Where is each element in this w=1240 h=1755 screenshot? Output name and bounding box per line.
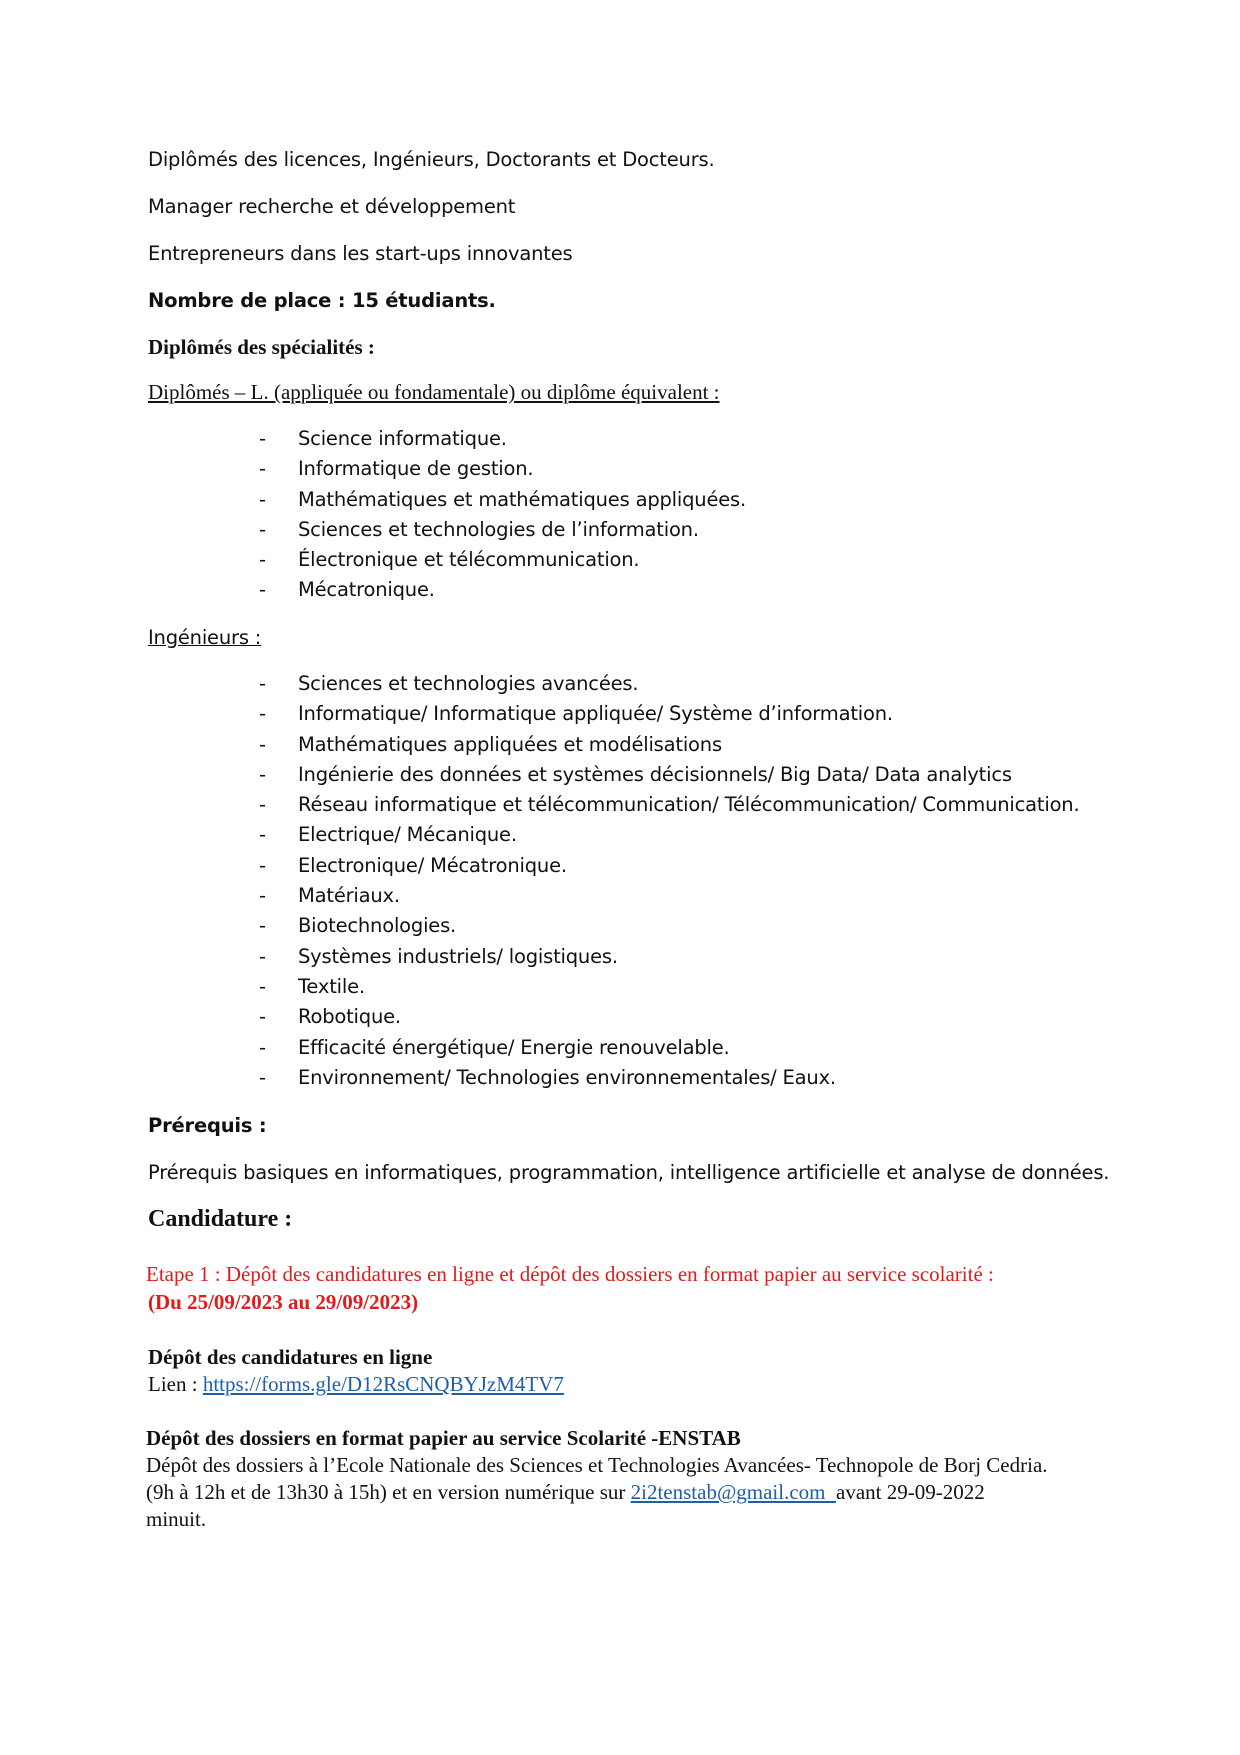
list-item-text: Efficacité énergétique/ Energie renouvelable.: [298, 1035, 730, 1059]
prerequis-heading: Prérequis :: [148, 1114, 267, 1137]
etape-1-text: Etape 1 : Dépôt des candidatures en ligne et dépôt des dossiers en format papier au service scolarité :: [146, 1262, 994, 1286]
papier-line-2: [146, 1480, 985, 1505]
form-link[interactable]: https://forms.gle/D12RsCNQBYJzM4TV7: [202, 1372, 564, 1396]
dash-bullet: -: [259, 944, 266, 968]
dash-bullet: -: [259, 548, 266, 572]
email-link[interactable]: 2i2tenstab@gmail.com: [630, 1480, 837, 1504]
ingenieurs-heading: Ingénieurs :: [148, 626, 262, 649]
list-item-text: Robotique.: [298, 1005, 401, 1029]
list-item-text: Systèmes industriels/ logistiques.: [298, 944, 618, 968]
prerequis-text: Prérequis basiques en informatiques, programmation, intelligence artificielle et analyse de données.: [148, 1161, 1110, 1184]
specialites-heading: Diplômés des spécialités :: [148, 335, 375, 359]
list-item-text: Electrique/ Mécanique.: [298, 823, 517, 847]
papier-line-2-after: avant 29-09-2022: [836, 1480, 985, 1504]
dash-bullet: -: [259, 672, 266, 695]
dash-bullet: -: [259, 487, 266, 511]
dash-bullet: -: [259, 517, 266, 541]
dash-bullet: -: [259, 578, 266, 602]
candidature-heading: Candidature :: [148, 1206, 293, 1232]
list-item-text: Matériaux.: [298, 884, 400, 908]
licence-heading: Diplômés – L. (appliquée ou fondamentale) ou diplôme équivalent :: [148, 380, 720, 404]
list-item-text: Sciences et technologies avancées.: [298, 672, 639, 695]
intro-line-entrepreneurs: Entrepreneurs dans les start-ups innovantes: [148, 242, 573, 265]
dash-bullet: -: [259, 732, 266, 756]
dash-bullet: -: [259, 762, 266, 786]
list-item-text: Ingénierie des données et systèmes décisionnels/ Big Data/ Data analytics: [298, 762, 1012, 786]
lien-label: Lien :: [148, 1372, 203, 1396]
papier-heading: Dépôt des dossiers en format papier au service Scolarité -ENSTAB: [146, 1426, 741, 1450]
dash-bullet: -: [259, 1005, 266, 1029]
online-heading: Dépôt des candidatures en ligne: [148, 1345, 433, 1369]
dash-bullet: -: [259, 793, 266, 817]
list-item-text: Informatique de gestion.: [298, 457, 534, 481]
list-item-text: Mécatronique.: [298, 578, 435, 602]
dash-bullet: -: [259, 427, 266, 450]
list-item-text: Mathématiques appliquées et modélisations: [298, 732, 722, 756]
dash-bullet: -: [259, 457, 266, 481]
list-item-text: Environnement/ Technologies environnementales/ Eaux.: [298, 1065, 836, 1089]
dash-bullet: -: [259, 823, 266, 847]
list-item-text: Informatique/ Informatique appliquée/ Système d’information.: [298, 702, 893, 726]
list-item-text: Sciences et technologies de l’information.: [298, 517, 699, 541]
dash-bullet: -: [259, 914, 266, 938]
papier-line-3: minuit.: [146, 1507, 207, 1531]
lien-line: [148, 1372, 564, 1397]
papier-line-1: Dépôt des dossiers à l’Ecole Nationale des Sciences et Technologies Avancées- Technopole de Borj Cedria.: [146, 1453, 1048, 1477]
intro-line-manager: Manager recherche et développement: [148, 195, 516, 218]
dash-bullet: -: [259, 884, 266, 908]
list-item-text: Electronique/ Mécatronique.: [298, 853, 567, 877]
list-item-text: Électronique et télécommunication.: [298, 548, 640, 572]
dash-bullet: -: [259, 1065, 266, 1089]
papier-line-2-before: (9h à 12h et de 13h30 à 15h) et en version numérique sur: [146, 1480, 631, 1504]
intro-line-diplomes: Diplômés des licences, Ingénieurs, Doctorants et Docteurs.: [148, 148, 715, 171]
list-item-text: Réseau informatique et télécommunication/ Télécommunication/ Communication.: [298, 793, 1080, 817]
places-count: Nombre de place : 15 étudiants.: [148, 289, 496, 312]
list-item-text: Mathématiques et mathématiques appliquées.: [298, 487, 746, 511]
list-item-text: Science informatique.: [298, 427, 507, 450]
dash-bullet: -: [259, 853, 266, 877]
list-item-text: Biotechnologies.: [298, 914, 457, 938]
list-item-text: Textile.: [298, 974, 365, 998]
etape-1-dates: (Du 25/09/2023 au 29/09/2023): [148, 1290, 419, 1314]
dash-bullet: -: [259, 974, 266, 998]
dash-bullet: -: [259, 702, 266, 726]
dash-bullet: -: [259, 1035, 266, 1059]
